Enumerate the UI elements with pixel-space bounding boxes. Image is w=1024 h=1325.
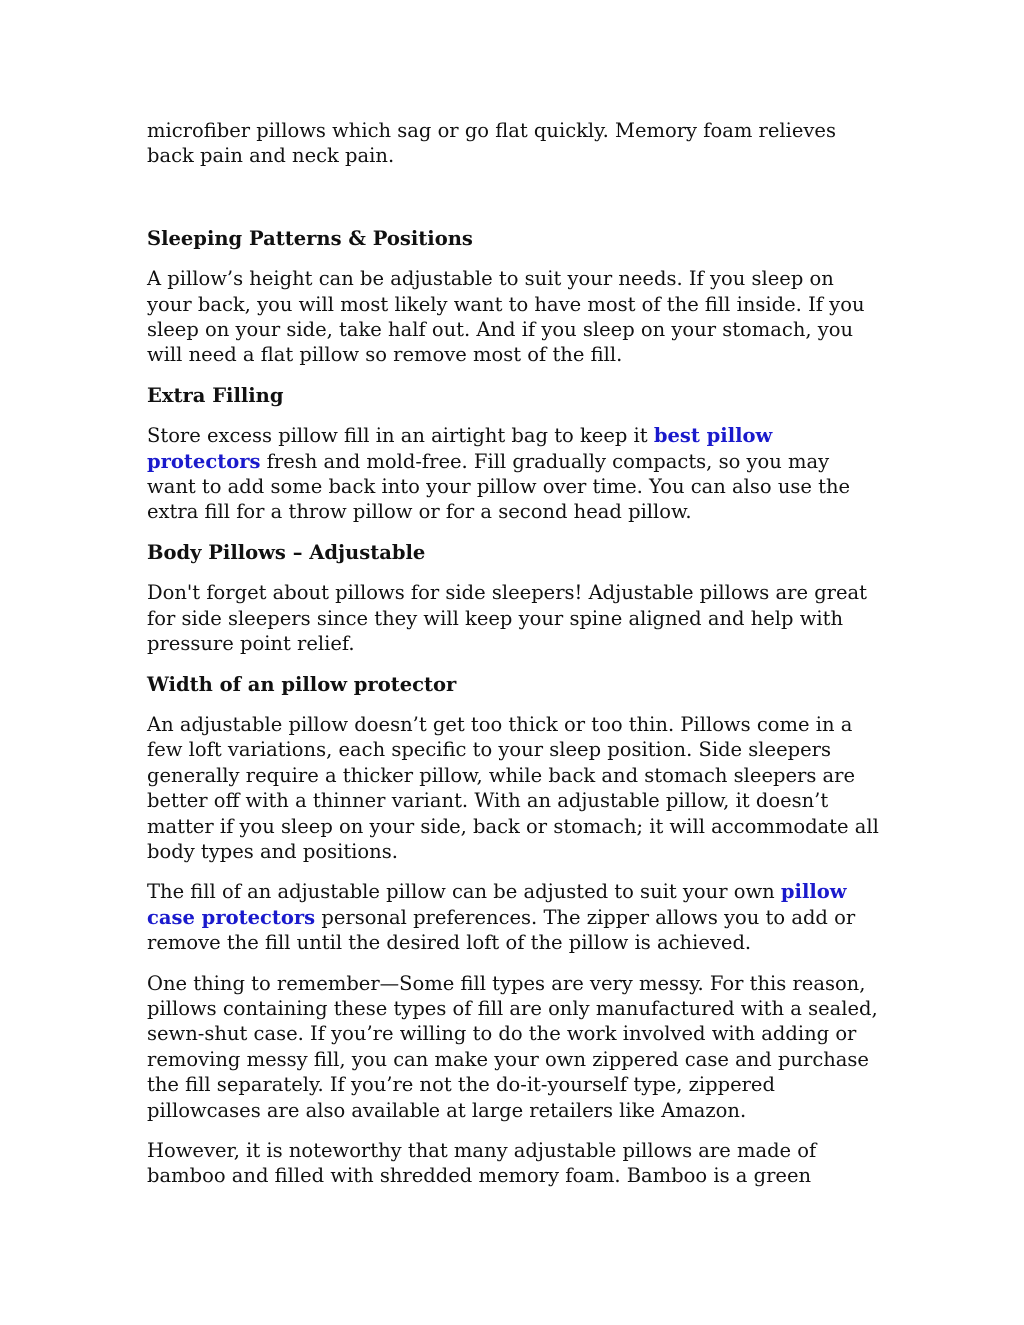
extra-filling-paragraph (147, 423, 882, 525)
intro-paragraph: microfiber pillows which sag or go flat quickly. Memory foam relieves back pain and neck pain. (147, 119, 836, 168)
pillow-case-protectors-link[interactable]: pillow case protectors (147, 880, 847, 929)
heading-body-pillows: Body Pillows – Adjustable (147, 540, 426, 564)
fill-text-after: personal preferences. The zipper allows you to add or remove the fill until the desired loft of the pillow is achieved. (147, 905, 856, 955)
messy-fill-paragraph: One thing to remember—Some fill types are very messy. For this reason, pillows containing these types of fill are only manufactured with a sealed, sewn-shut case. If you’re willing to do the work involved with adding or removing messy fill, you can make your own zippered case and purchase the fill separately. If you’re not the do-it-yourself type, zippered pillowcases are also available at large retailers like Amazon. (147, 971, 878, 1122)
heading-width-pillow-protector: Width of an pillow protector (147, 672, 457, 696)
sleeping-patterns-paragraph: A pillow’s height can be adjustable to suit your needs. If you sleep on your back, you will most likely want to have most of the fill inside. If you sleep on your side, take half out. And if you sleep on your stomach, you will need a flat pillow so remove most of the fill. (147, 267, 865, 367)
adjustable-pillow-paragraph: An adjustable pillow doesn’t get too thick or too thin. Pillows come in a few loft variations, each specific to your sleep position. Side sleepers generally require a thicker pillow, while back and stomach sleepers are better off with a thinner variant. With an adjustable pillow, it doesn’t matter if you sleep on your side, back or stomach; it will accommodate all body types and positions. (147, 712, 879, 863)
best-pillow-protectors-link[interactable]: best pillow protectors (147, 424, 773, 473)
fill-adjustable-paragraph (147, 879, 882, 955)
heading-extra-filling: Extra Filling (147, 383, 284, 407)
extra-filling-text-after: fresh and mold-free. Fill gradually compacts, so you may want to add some back into your pillow over time. You can also use the extra fill for a throw pillow or for a second head pillow. (147, 449, 851, 524)
body-pillows-paragraph: Don't forget about pillows for side sleepers! Adjustable pillows are great for side sleepers since they will keep your spine aligned and help with pressure point relief. (147, 581, 868, 656)
fill-text-before: The fill of an adjustable pillow can be adjusted to suit your own (147, 880, 781, 904)
heading-sleeping-patterns: Sleeping Patterns & Positions (147, 226, 473, 250)
extra-filling-text-before: Store excess pillow fill in an airtight bag to keep it (147, 424, 654, 448)
bamboo-paragraph: However, it is noteworthy that many adjustable pillows are made of bamboo and filled with shredded memory foam. Bamboo is a green (147, 1139, 817, 1188)
document-page (147, 118, 882, 1204)
